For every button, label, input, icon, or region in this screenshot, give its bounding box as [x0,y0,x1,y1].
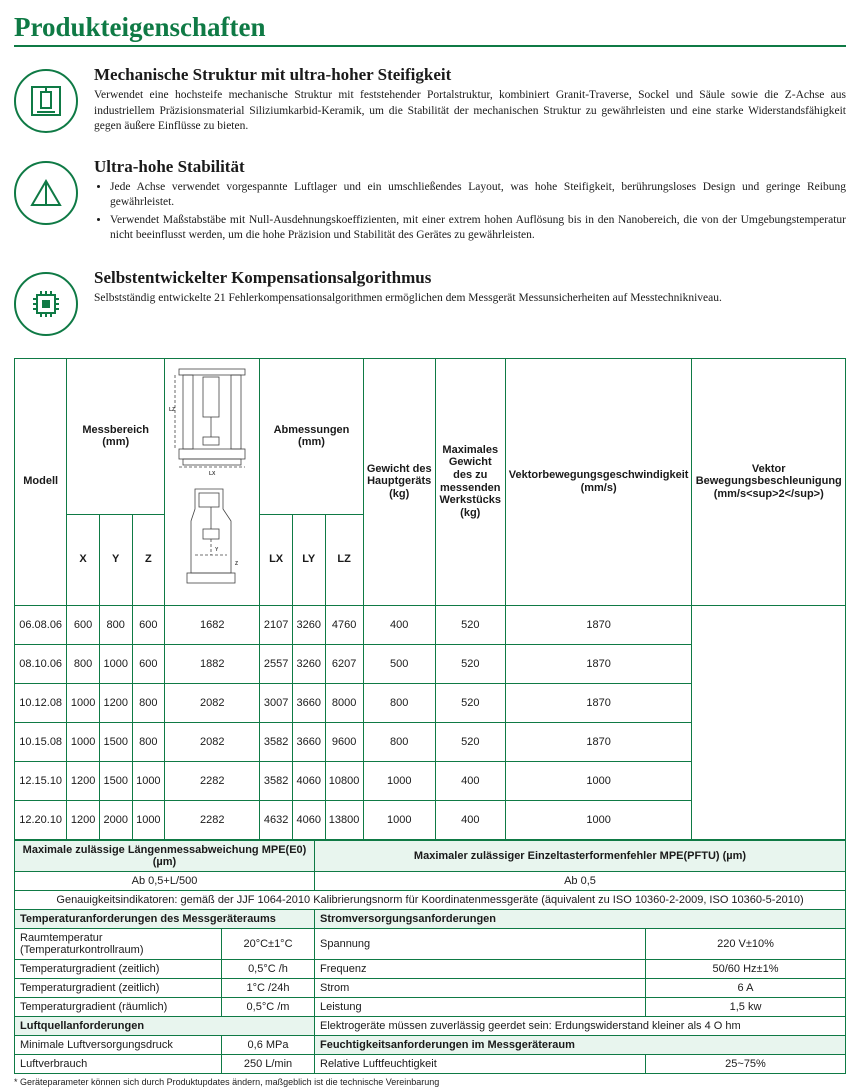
feature-title: Ultra-hohe Stabilität [94,156,245,176]
table-row [15,644,846,683]
cell-ly: 2107 [260,605,293,644]
header-mpe-pftu: Maximaler zulässiger Einzeltasterformenfehler MPE(PFTU) (µm) [315,840,846,871]
cell-x: 600 [67,605,100,644]
table-row [15,722,846,761]
label-frequenz: Frequenz [315,959,646,978]
label-strom: Strom [315,978,646,997]
table-row [15,871,846,890]
cell-beschleunigung: 1000 [505,800,692,839]
cell-modell: 06.08.06 [15,605,67,644]
footnote: * Geräteparameter können sich durch Produktupdates ändern, maßgeblich ist die technische Vereinbarung [14,1076,440,1087]
cell-gewicht: 6207 [325,644,363,683]
header-temperature-requirements: Temperaturanforderungen des Messgeräteraums [15,909,315,928]
cell-lz: 3660 [292,722,325,761]
cell-y: 1500 [99,722,132,761]
label-relative-luftfeuchtigkeit: Relative Luftfeuchtigkeit [315,1054,646,1073]
label-spannung: Spannung [315,928,646,959]
cell-geschwindigkeit: 400 [435,761,505,800]
cell-y: 1200 [99,683,132,722]
cell-geschwindigkeit: 520 [435,722,505,761]
table-row [15,1016,846,1035]
cell-y: 1000 [99,644,132,683]
value-raumtemperatur: 20°C±1°C [222,928,315,959]
col-header-messbereich-x: X [67,514,100,605]
feature-block-algorithm [14,268,846,336]
cell-x: 1000 [67,722,100,761]
cell-modell: 08.10.06 [15,644,67,683]
cell-max-werkstueck: 1000 [363,761,435,800]
cell-lx: 2082 [165,683,260,722]
table-row [15,1054,846,1073]
cell-geschwindigkeit: 520 [435,683,505,722]
cell-lx: 1882 [165,644,260,683]
cell-beschleunigung: 1870 [505,605,692,644]
table-row [15,800,846,839]
label-temperaturgradient-raeumlich: Temperaturgradient (räumlich) [15,997,222,1016]
svg-text:LZ: LZ [169,406,176,413]
col-header-messbereich-y: Y [99,514,132,605]
cell-lx: 2282 [165,761,260,800]
cell-z: 600 [132,644,165,683]
cell-z: 1000 [132,800,165,839]
value-leistung: 1,5 kw [646,997,846,1016]
cell-x: 1200 [67,800,100,839]
label-luftverbrauch: Luftverbrauch [15,1054,222,1073]
col-header-vektorgeschwindigkeit: Vektorbewegungsgeschwindigkeit (mm/s) [505,358,692,605]
table-row [15,997,846,1016]
title-divider [14,45,846,47]
cell-ly: 2557 [260,644,293,683]
cell-modell: 10.12.08 [15,683,67,722]
table-row [15,683,846,722]
value-temperaturgradient-zeitlich-h: 0,5°C /h [222,959,315,978]
cell-z: 600 [132,605,165,644]
machine-drawing-illustration [165,358,260,605]
label-temperaturgradient-zeitlich-h: Temperaturgradient (zeitlich) [15,959,222,978]
value-temperaturgradient-raeumlich: 0,5°C /m [222,997,315,1016]
cell-z: 1000 [132,761,165,800]
cell-ly: 3582 [260,761,293,800]
col-header-messbereich-z: Z [132,514,165,605]
cell-lz: 3260 [292,605,325,644]
cell-geschwindigkeit: 520 [435,605,505,644]
cell-beschleunigung: 1000 [505,761,692,800]
feature-text: Verwendet eine hochsteife mechanische Struktur mit feststehender Portalstruktur, kombiniert Granit-Traverse, Sockel und Säule sowie die Z-Achse aus industriellem Präzisionsmaterial Siliziumkarbid-Keramik, um die Stabilität der mechanischen Struktur zu gewährleisten und eine starke Widerstandsfähigkeit gegen äußere Einflüsse zu bieten. [94,89,846,133]
cell-gewicht: 13800 [325,800,363,839]
triangle-stability-icon [14,161,78,225]
value-min-luftdruck: 0,6 MPa [222,1035,315,1054]
cell-lz: 3660 [292,683,325,722]
col-header-messbereich: Messbereich (mm) [67,358,165,514]
table-row [15,928,846,959]
col-header-max-werkstueckgewicht: Maximales Gewicht des zu messenden Werkstücks (kg) [435,358,505,605]
chip-algorithm-icon [14,272,78,336]
table-row [15,1035,846,1054]
features-section [14,65,846,336]
cell-gewicht: 4760 [325,605,363,644]
cell-y: 1500 [99,761,132,800]
value-luftverbrauch: 250 L/min [222,1054,315,1073]
svg-text:Y: Y [215,546,219,553]
gantry-structure-icon [14,69,78,133]
cell-max-werkstueck: 800 [363,683,435,722]
feature-title: Selbstentwickelter Kompensationsalgorithmus [94,267,432,287]
table-row [15,605,846,644]
cell-modell: 12.20.10 [15,800,67,839]
header-mpe-e0: Maximale zulässige Längenmessabweichung MPE(E0) (µm) [15,840,315,871]
table-row [15,890,846,909]
cell-x: 800 [67,644,100,683]
cell-lz: 3260 [292,644,325,683]
header-air-supply: Luftquellanforderungen [15,1016,315,1035]
cell-max-werkstueck: 1000 [363,800,435,839]
value-mpe-pftu: Ab 0,5 [315,871,846,890]
value-mpe-e0: Ab 0,5+L/500 [15,871,315,890]
label-leistung: Leistung [315,997,646,1016]
list-item: • Verwendet Maßstabstäbe mit Null-Ausdehnungskoeffizienten, mit einer extrem hohen Auflösung bis in den Nanobereich, die von der Umgebungstemperatur nicht beeinflusst werden, um die hohe Präzision und Stabilität des Gerätes zu gewährleisten. [110,213,846,244]
cell-gewicht: 10800 [325,761,363,800]
header-humidity: Feuchtigkeitsanforderungen im Messgeräteraum [315,1035,846,1054]
cell-ly: 3582 [260,722,293,761]
cell-modell: 12.15.10 [15,761,67,800]
note-grounding: Elektrogeräte müssen zuverlässig geerdet sein: Erdungswiderstand kleiner als 4 O hm [315,1016,846,1035]
col-header-abmessungen: Abmessungen (mm) [260,358,363,514]
label-temperaturgradient-zeitlich-24h: Temperaturgradient (zeitlich) [15,978,222,997]
col-header-modell: Modell [15,358,67,605]
table-row [15,761,846,800]
cell-ly: 4632 [260,800,293,839]
accuracy-standard-note: Genauigkeitsindikatoren: gemäß der JJF 1064-2010 Kalibrierungsnorm für Koordinatenmessgeräte (äquivalent zu ISO 10360-2-2009, ISO 10360-5-2010) [15,890,846,909]
col-header-gewicht-hauptgeraet: Gewicht des Hauptgeräts (kg) [363,358,435,605]
cell-x: 1200 [67,761,100,800]
feature-bullet-list [94,180,846,244]
cell-lz: 4060 [292,761,325,800]
cell-max-werkstueck: 800 [363,722,435,761]
svg-text:LX: LX [209,470,216,477]
header-power-requirements: Stromversorgungsanforderungen [315,909,846,928]
cell-max-werkstueck: 500 [363,644,435,683]
feature-title: Mechanische Struktur mit ultra-hoher Steifigkeit [94,65,452,84]
cell-gewicht: 8000 [325,683,363,722]
table-row [15,840,846,871]
page-title: Produkteigenschaften [14,12,266,42]
svg-text:Z: Z [235,560,239,567]
cell-z: 800 [132,683,165,722]
col-header-lx: LX [260,514,293,605]
feature-block-mechanical-structure [14,65,846,135]
cell-beschleunigung: 1870 [505,722,692,761]
product-features-page [0,12,860,1087]
feature-block-stability [14,157,846,246]
table-row [15,909,846,928]
feature-text: Selbstständig entwickelte 21 Fehlerkompensationsalgorithmen ermöglichen dem Messgerät Messunsicherheiten auf Messtechnikniveau. [94,291,722,304]
spec-table-head [15,358,846,605]
cell-lx: 2282 [165,800,260,839]
table-row [15,959,846,978]
table-row [15,978,846,997]
cell-lx: 2082 [165,722,260,761]
cell-geschwindigkeit: 400 [435,800,505,839]
value-spannung: 220 V±10% [646,928,846,959]
col-header-ly: LY [292,514,325,605]
specification-table [14,358,846,840]
cell-modell: 10.15.08 [15,722,67,761]
label-min-luftdruck: Minimale Luftversorgungsdruck [15,1035,222,1054]
cell-max-werkstueck: 400 [363,605,435,644]
cell-x: 1000 [67,683,100,722]
label-raumtemperatur: Raumtemperatur (Temperaturkontrollraum) [15,928,222,959]
col-header-vektorbeschleunigung: Vektor Bewegungsbeschleunigung (mm/s<sup>2</sup>) [692,358,846,605]
col-header-lz: LZ [325,514,363,605]
cell-lx: 1682 [165,605,260,644]
list-item: • Jede Achse verwendet vorgespannte Luftlager und ein umschließendes Layout, was hohe Steifigkeit, berührungsloses Design und geringe Reibung gewährleistet. [110,180,846,211]
spec-table-body [15,605,846,839]
cell-lz: 4060 [292,800,325,839]
cell-y: 2000 [99,800,132,839]
cell-z: 800 [132,722,165,761]
cell-geschwindigkeit: 520 [435,644,505,683]
value-frequenz: 50/60 Hz±1% [646,959,846,978]
value-temperaturgradient-zeitlich-24h: 1°C /24h [222,978,315,997]
value-strom: 6 A [646,978,846,997]
cell-beschleunigung: 1870 [505,644,692,683]
cell-y: 800 [99,605,132,644]
environment-and-accuracy-table [14,840,846,1074]
cell-ly: 3007 [260,683,293,722]
cell-gewicht: 9600 [325,722,363,761]
value-relative-luftfeuchtigkeit: 25~75% [646,1054,846,1073]
cell-beschleunigung: 1870 [505,683,692,722]
